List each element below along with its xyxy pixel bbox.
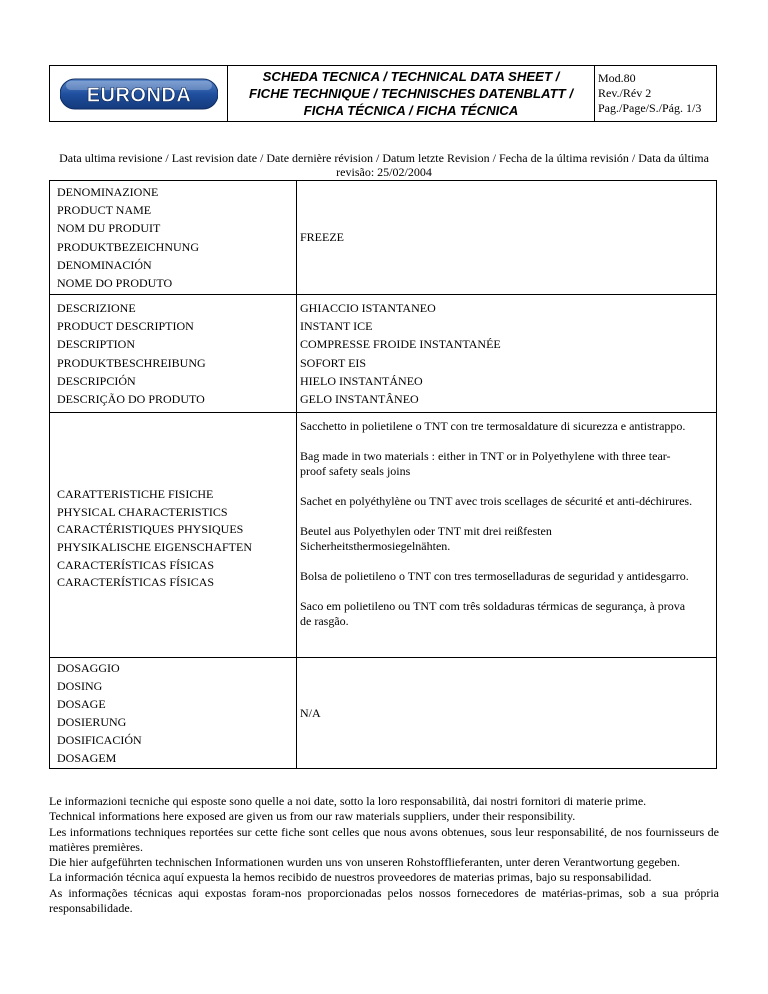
label: NOME DO PRODUTO [57,275,173,290]
document-meta [595,66,716,121]
characteristics-paragraph: Bag made in two materials : either in TNT or in Polyethylene with three tear-proof safety seals joins [300,449,671,478]
document-header [49,65,717,122]
row-labels [50,295,297,412]
label: CARACTERÍSTICAS FÍSICAS [57,575,215,590]
dosing-value: N/A [300,705,321,720]
label: PHYSIKALISCHE EIGENSCHAFTEN [57,540,253,554]
product-name-value: FREEZE [300,230,344,245]
label: DOSAGGIO [57,660,120,675]
disclaimer-line: Technical informations here exposed are given us from our raw materials suppliers, under their responsibility. [49,809,576,824]
description-value: COMPRESSE FROIDE INSTANTANÉE [300,337,501,352]
label: CARACTERÍSTICAS FÍSICAS [57,557,215,572]
label: DOSIFICACIÓN [57,733,142,748]
label: DENOMINAZIONE [57,185,159,200]
disclaimer-line: Les informations techniques reportées sur cette fiche sont celles que nous avons obtenues, sous leur responsabilité, de nos fournisseurs de matières premières. [49,824,719,854]
label: DOSAGEM [57,751,117,766]
row-labels [50,413,297,657]
characteristics-paragraph: Beutel aus Polyethylen oder TNT mit drei reißfesten Sicherheitsthermosiegelnähten. [300,524,552,553]
label: DESCRIPCIÓN [57,373,136,388]
label: CARACTÉRISTIQUES PHYSIQUES [57,522,244,537]
logo-text: EURONDA [86,84,191,106]
description-value: HIELO INSTANTÁNEO [300,373,423,388]
disclaimer-footer [49,794,719,916]
label: DOSAGE [57,696,106,711]
label: PRODUCT DESCRIPTION [57,319,194,334]
description-value: INSTANT ICE [300,319,373,334]
description-value: SOFORT EIS [300,355,367,370]
row-values [297,295,716,412]
logo-cell [50,66,228,121]
label: DENOMINACIÓN [57,257,152,272]
label: PRODUKTBESCHREIBUNG [57,355,206,370]
label: DESCRIÇÃO DO PRODUTO [57,391,205,406]
label: CARATTERISTICHE FISICHE [57,486,214,501]
characteristics-paragraph: Saco em polietileno ou TNT com três soldaduras térmicas de segurança, à prova de rasgão. [300,599,686,628]
description-value: GHIACCIO ISTANTANEO [300,301,436,316]
disclaimer-line: La información técnica aquí expuesta la hemos recibido de nuestros proveedores de materias primas, bajo su responsabilidad. [49,870,652,885]
row-labels [50,658,297,768]
table-row-description [50,294,716,412]
revision-number: Rev./Rév 2 [598,86,652,100]
page-number: Pag./Page/S./Pág. 1/3 [598,101,702,115]
label: PHYSICAL CHARACTERISTICS [57,504,228,519]
label: DESCRIPTION [57,337,136,352]
row-values [297,181,716,294]
label: PRODUKTBEZEICHNUNG [57,239,199,254]
title-line: FICHE TECHNIQUE / TECHNISCHES DATENBLATT / [248,86,574,101]
model-number: Mod.80 [598,71,636,85]
title-line: SCHEDA TECNICA / TECHNICAL DATA SHEET / [262,69,560,84]
euronda-logo [60,78,218,110]
label: PRODUCT NAME [57,203,152,218]
document-title [228,66,595,121]
row-values [297,413,716,657]
characteristics-paragraph: Sacchetto in polietilene o TNT con tre termosaldature di sicurezza e antistrappo. [300,419,686,433]
title-line: FICHA TÉCNICA / FICHA TÉCNICA [303,103,519,118]
label: DESCRIZIONE [57,301,136,316]
revision-date-line: Data ultima revisione / Last revision date / Date dernière révision / Datum letzte Revision / Fecha de la última revisión / Data da última revisão: 25/02/2004 [59,151,709,179]
description-value: GELO INSTANTÂNEO [300,391,419,406]
data-sheet-table [49,180,717,769]
label: DOSIERUNG [57,715,127,729]
characteristics-paragraph: Sachet en polyéthylène ou TNT avec trois scellages de sécurité et anti-déchirures. [300,494,693,508]
disclaimer-line: Le informazioni tecniche qui esposte sono quelle a noi date, sotto la loro responsabilità, dai nostri fornitori di materie prime. [49,794,647,808]
label: DOSING [57,678,103,693]
label: NOM DU PRODUIT [57,221,161,236]
table-row-dosing [50,657,716,768]
table-row-physical-characteristics [50,412,716,657]
table-row-product-name [50,181,716,294]
characteristics-paragraph: Bolsa de polietileno o TNT con tres termoselladuras de seguridad y antidesgarro. [300,569,689,583]
row-labels [50,181,297,294]
row-values [297,658,716,768]
disclaimer-line: As informações técnicas aqui expostas foram-nos proporcionadas pelos nossos fornecedores de matérias-primas, sob a sua própria responsabilidade. [49,885,719,916]
disclaimer-line: Die hier aufgeführten technischen Informationen wurden uns von unseren Rohstofflieferanten, unter deren Verantwortung gegeben. [49,855,681,870]
